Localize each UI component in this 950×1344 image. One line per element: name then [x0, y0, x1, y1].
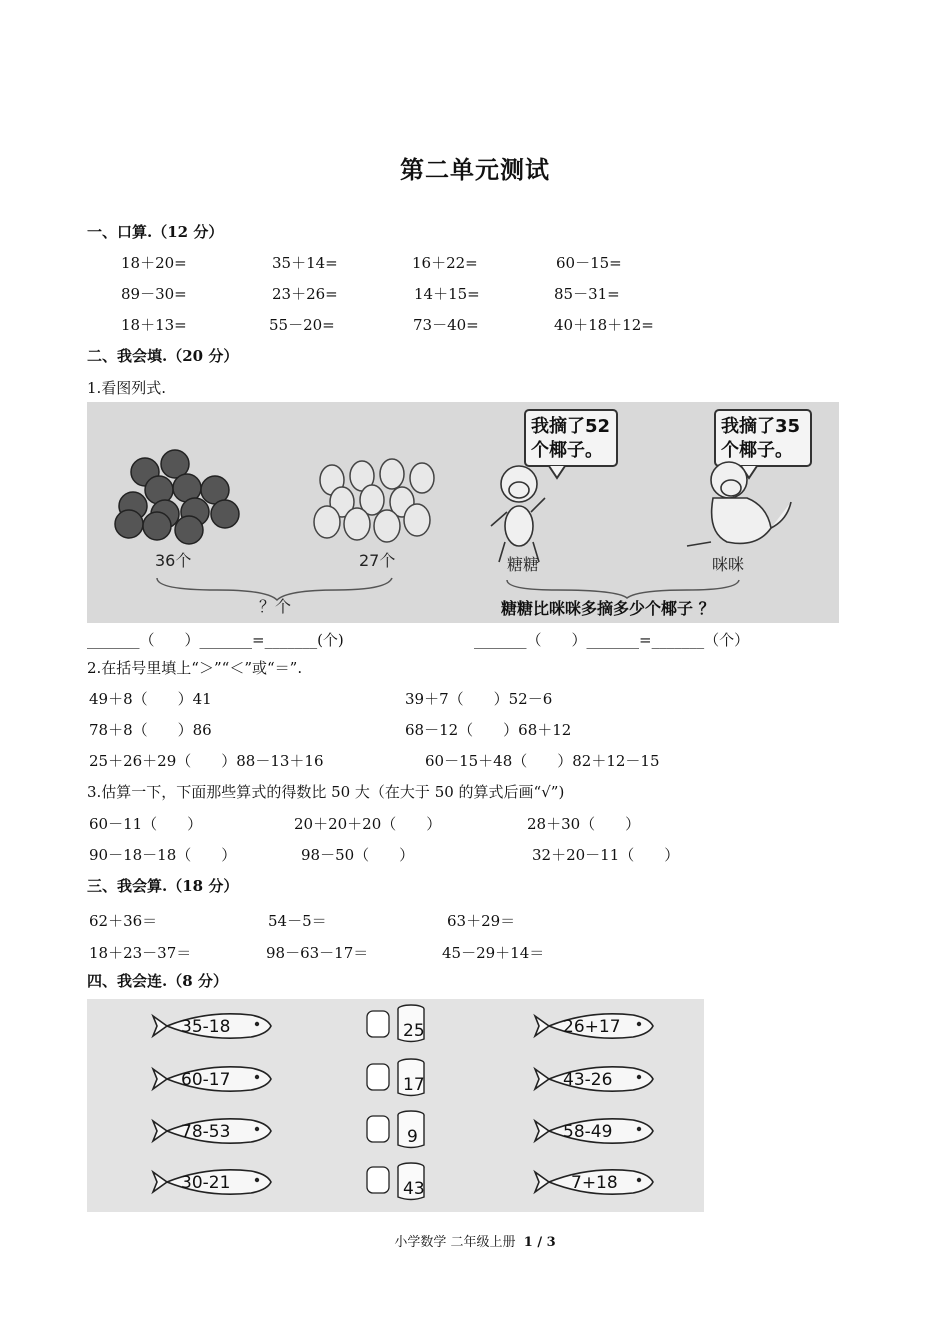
page-number: 1 / 3: [523, 1235, 556, 1250]
compare-item[interactable]: 60－15＋48（ ）82＋12－15: [425, 752, 660, 770]
estimate-item[interactable]: 28＋30（ ）: [527, 815, 641, 833]
answer-blank-right[interactable]: _______（ ）_______=_______（个）: [474, 631, 750, 649]
can-label-4: 43: [403, 1179, 425, 1199]
question-1: 1.看图列式.: [87, 379, 167, 397]
footer: [0, 1231, 950, 1250]
monkey-1-illustration: [491, 466, 545, 562]
section-4-heading: 四、我会连.（8 分）: [87, 972, 228, 990]
left-fish-label-2: 60-17: [181, 1070, 231, 1090]
calc-item: 18＋23－37＝: [89, 944, 192, 962]
compare-item[interactable]: 49＋8（ ）41: [89, 690, 212, 708]
monkey-1-name: 糖糖: [507, 555, 540, 574]
oral-item: 18＋20=: [121, 254, 187, 272]
monkey-2-illustration: [687, 462, 791, 546]
left-count-label: 36个: [155, 551, 192, 570]
page-title: 第二单元测试: [400, 155, 550, 184]
estimate-item[interactable]: 90－18－18（ ）: [89, 846, 237, 864]
oral-item: 35＋14=: [272, 254, 338, 272]
estimate-item[interactable]: 32＋20－11（ ）: [532, 846, 680, 864]
calc-item: 98－63－17＝: [266, 944, 369, 962]
oral-item: 16＋22=: [412, 254, 478, 272]
left-fish-label-1: 35-18: [181, 1017, 231, 1037]
calc-item: 63＋29＝: [447, 912, 516, 930]
estimate-item[interactable]: 98－50（ ）: [301, 846, 415, 864]
footer-text: 小学数学 二年级上册: [394, 1235, 516, 1250]
can-label-3: 9: [407, 1127, 418, 1147]
right-fish-label-2: 43-26: [563, 1070, 613, 1090]
pomegranate-group: [115, 450, 239, 544]
oral-item: 23＋26=: [272, 285, 338, 303]
oral-item: 73－40=: [413, 316, 479, 334]
calc-item: 62＋36＝: [89, 912, 158, 930]
estimate-item[interactable]: 20＋20＋20（ ）: [294, 815, 442, 833]
oral-item: 40＋18＋12=: [554, 316, 654, 334]
compare-item[interactable]: 78＋8（ ）86: [89, 721, 212, 739]
oral-item: 55－20=: [269, 316, 335, 334]
question-2: 2.在括号里填上“＞”“＜”或“＝”.: [87, 659, 303, 677]
answer-blank-left[interactable]: _______（ ）_______=_______(个): [87, 631, 344, 649]
question-3: 3.估算一下，下面那些算式的得数比 50 大（在大于 50 的算式后画“√”): [87, 783, 565, 801]
fruit-monkey-figure: [87, 402, 839, 623]
speech-2-line-1: 我摘了35: [721, 416, 801, 437]
monkey-2-name: 咪咪: [712, 555, 745, 574]
oral-item: 60－15=: [556, 254, 622, 272]
oral-item: 18＋13=: [121, 316, 187, 334]
compare-item[interactable]: 39＋7（ ）52－6: [405, 690, 553, 708]
speech-1-line-2: 个椰子。: [531, 440, 603, 461]
oral-item: 85－31=: [554, 285, 620, 303]
oral-item: 14＋15=: [414, 285, 480, 303]
can-label-1: 25: [403, 1021, 425, 1041]
total-label: ？个: [259, 597, 292, 616]
calc-item: 54－5＝: [268, 912, 327, 930]
estimate-item[interactable]: 60－11（ ）: [89, 815, 203, 833]
right-fish-label-1: 26+17: [563, 1017, 621, 1037]
figure-question: 糖糖比咪咪多摘多少个椰子 ？: [501, 599, 715, 618]
calc-item: 45－29＋14＝: [442, 944, 545, 962]
pear-group: [314, 459, 434, 542]
difference-brace: [507, 580, 739, 598]
compare-item[interactable]: 68－12（ ）68＋12: [405, 721, 572, 739]
left-fish-label-3: 78-53: [181, 1122, 231, 1142]
speech-1-line-1: 我摘了52: [531, 416, 611, 437]
right-count-label: 27个: [359, 551, 396, 570]
matching-figure: [87, 999, 704, 1212]
right-fish-label-4: 7+18: [571, 1173, 618, 1193]
speech-2-line-2: 个椰子。: [721, 440, 793, 461]
can-label-2: 17: [403, 1075, 425, 1095]
oral-item: 89－30=: [121, 285, 187, 303]
cat-icon: [367, 1011, 389, 1193]
section-2-heading: 二、我会填.（20 分）: [87, 347, 239, 365]
section-1-heading: 一、口算.（12 分）: [87, 223, 224, 241]
right-fish-label-3: 58-49: [563, 1122, 613, 1142]
section-3-heading: 三、我会算.（18 分）: [87, 877, 239, 895]
left-fish-label-4: 30-21: [181, 1173, 231, 1193]
compare-item[interactable]: 25＋26＋29（ ）88－13＋16: [89, 752, 324, 770]
